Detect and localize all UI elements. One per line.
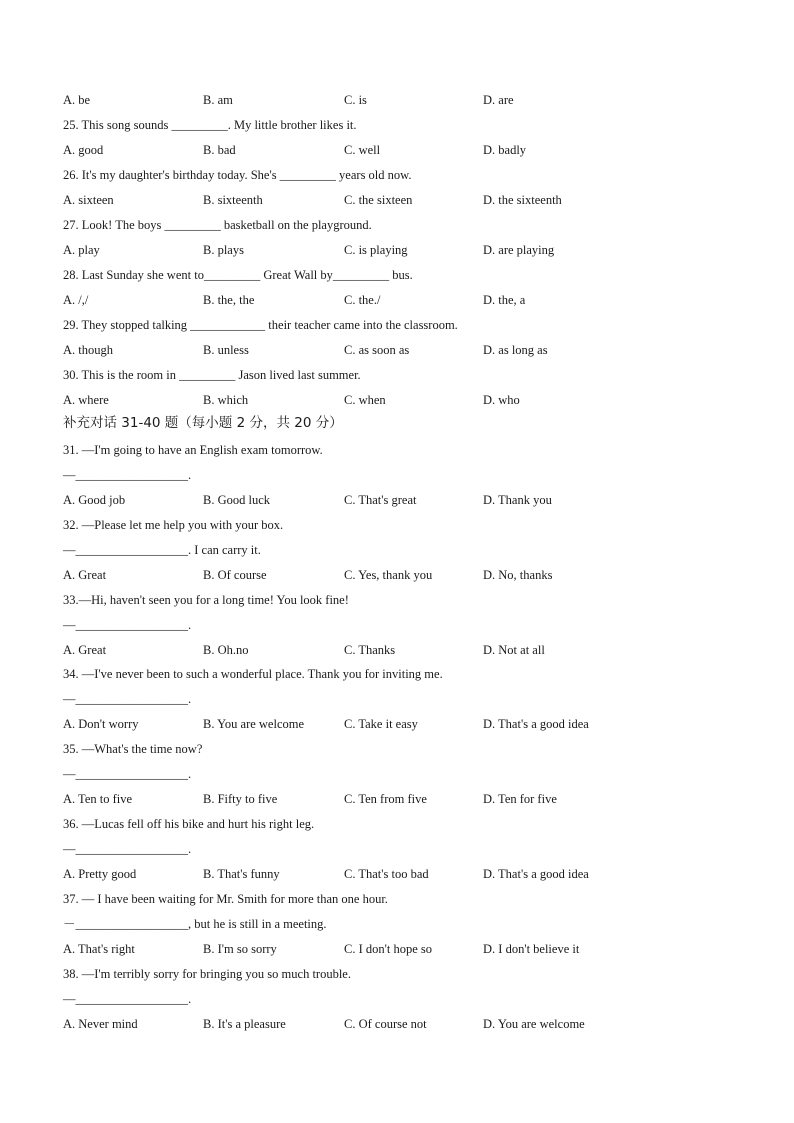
option-d: D. the, a: [483, 293, 526, 307]
option-d: D. Ten for five: [483, 792, 557, 806]
option-row: [63, 642, 663, 658]
option-b: B. bad: [203, 143, 236, 157]
option-d: D. That's a good idea: [483, 867, 589, 881]
option-c: C. as soon as: [344, 343, 410, 357]
question-line: —__________________.: [63, 618, 192, 632]
option-d: D. I don't believe it: [483, 942, 580, 956]
option-b: B. Good luck: [203, 493, 271, 507]
option-d: D. Thank you: [483, 493, 552, 507]
option-c: C. well: [344, 143, 381, 157]
option-d: D. That's a good idea: [483, 717, 589, 731]
option-a: A. Great: [63, 643, 107, 657]
question-line: 34. —I've never been to such a wonderful place. Thank you for inviting me.: [63, 667, 443, 681]
option-c: C. Ten from five: [344, 792, 427, 806]
option-row: [63, 342, 663, 358]
question-line: —__________________.: [63, 468, 192, 482]
option-a: A. though: [63, 343, 113, 357]
option-b: B. Oh.no: [203, 643, 249, 657]
option-row: [63, 92, 663, 108]
option-a: A. play: [63, 243, 100, 257]
option-d: D. badly: [483, 143, 527, 157]
option-b: B. plays: [203, 243, 244, 257]
option-b: B. which: [203, 393, 249, 407]
section-heading: 补充对话 31-40 题（每小题 2 分，共 20 分）: [63, 415, 343, 431]
option-d: D. the sixteenth: [483, 193, 562, 207]
option-d: D. No, thanks: [483, 568, 553, 582]
option-row: [63, 492, 663, 508]
option-c: C. the./: [344, 293, 381, 307]
option-c: C. when: [344, 393, 386, 407]
question-line: 29. They stopped talking ____________ their teacher came into the classroom.: [63, 318, 458, 332]
option-row: [63, 392, 663, 408]
question-line: 30. This is the room in _________ Jason lived last summer.: [63, 368, 361, 382]
option-row: [63, 866, 663, 882]
option-b: B. Of course: [203, 568, 267, 582]
option-a: A. good: [63, 143, 104, 157]
option-a: A. Ten to five: [63, 792, 133, 806]
option-d: D. You are welcome: [483, 1017, 585, 1031]
option-a: A. Good job: [63, 493, 126, 507]
option-row: [63, 941, 663, 957]
option-a: A. Great: [63, 568, 107, 582]
option-c: C. I don't hope so: [344, 942, 433, 956]
option-c: C. is playing: [344, 243, 408, 257]
option-row: [63, 1016, 663, 1032]
option-a: A. Pretty good: [63, 867, 137, 881]
option-a: A. Never mind: [63, 1017, 138, 1031]
option-b: B. You are welcome: [203, 717, 305, 731]
question-line: 35. —What's the time now?: [63, 742, 203, 756]
option-a: A. sixteen: [63, 193, 114, 207]
question-line: —__________________.: [63, 992, 192, 1006]
option-row: [63, 716, 663, 732]
option-c: C. the sixteen: [344, 193, 413, 207]
option-a: A. That's right: [63, 942, 135, 956]
option-d: D. Not at all: [483, 643, 545, 657]
option-b: B. sixteenth: [203, 193, 263, 207]
question-line: 28. Last Sunday she went to_________ Great Wall by_________ bus.: [63, 268, 413, 282]
option-row: [63, 192, 663, 208]
question-line: 38. —I'm terribly sorry for bringing you so much trouble.: [63, 967, 351, 981]
question-line: －__________________, but he is still in a meeting.: [63, 917, 327, 931]
option-a: A. be: [63, 93, 91, 107]
option-row: [63, 791, 663, 807]
option-b: B. the, the: [203, 293, 255, 307]
question-line: 32. —Please let me help you with your box.: [63, 518, 284, 532]
option-a: A. Don't worry: [63, 717, 139, 731]
option-b: B. Fifty to five: [203, 792, 278, 806]
option-b: B. It's a pleasure: [203, 1017, 286, 1031]
question-line: —__________________. I can carry it.: [63, 543, 261, 557]
question-line: —__________________.: [63, 842, 192, 856]
question-line: 36. —Lucas fell off his bike and hurt his right leg.: [63, 817, 315, 831]
option-b: B. unless: [203, 343, 249, 357]
question-line: 37. — I have been waiting for Mr. Smith for more than one hour.: [63, 892, 388, 906]
option-b: B. I'm so sorry: [203, 942, 277, 956]
option-d: D. who: [483, 393, 520, 407]
question-line: —__________________.: [63, 767, 192, 781]
question-line: —__________________.: [63, 692, 192, 706]
option-row: [63, 292, 663, 308]
option-d: D. as long as: [483, 343, 548, 357]
option-d: D. are: [483, 93, 514, 107]
option-c: C. is: [344, 93, 367, 107]
option-d: D. are playing: [483, 243, 555, 257]
question-line: 27. Look! The boys _________ basketball on the playground.: [63, 218, 372, 232]
question-line: 33.—Hi, haven't seen you for a long time! You look fine!: [63, 593, 349, 607]
option-c: C. Thanks: [344, 643, 396, 657]
option-b: B. am: [203, 93, 233, 107]
option-c: C. Yes, thank you: [344, 568, 433, 582]
question-line: 25. This song sounds _________. My little brother likes it.: [63, 118, 357, 132]
question-line: 26. It's my daughter's birthday today. She's _________ years old now.: [63, 168, 412, 182]
option-c: C. That's great: [344, 493, 417, 507]
option-row: [63, 567, 663, 583]
option-row: [63, 242, 663, 258]
option-c: C. Of course not: [344, 1017, 427, 1031]
option-c: C. That's too bad: [344, 867, 429, 881]
option-c: C. Take it easy: [344, 717, 418, 731]
option-a: A. /,/: [63, 293, 89, 307]
question-line: 31. —I'm going to have an English exam tomorrow.: [63, 443, 323, 457]
option-a: A. where: [63, 393, 109, 407]
option-row: [63, 142, 663, 158]
option-b: B. That's funny: [203, 867, 280, 881]
